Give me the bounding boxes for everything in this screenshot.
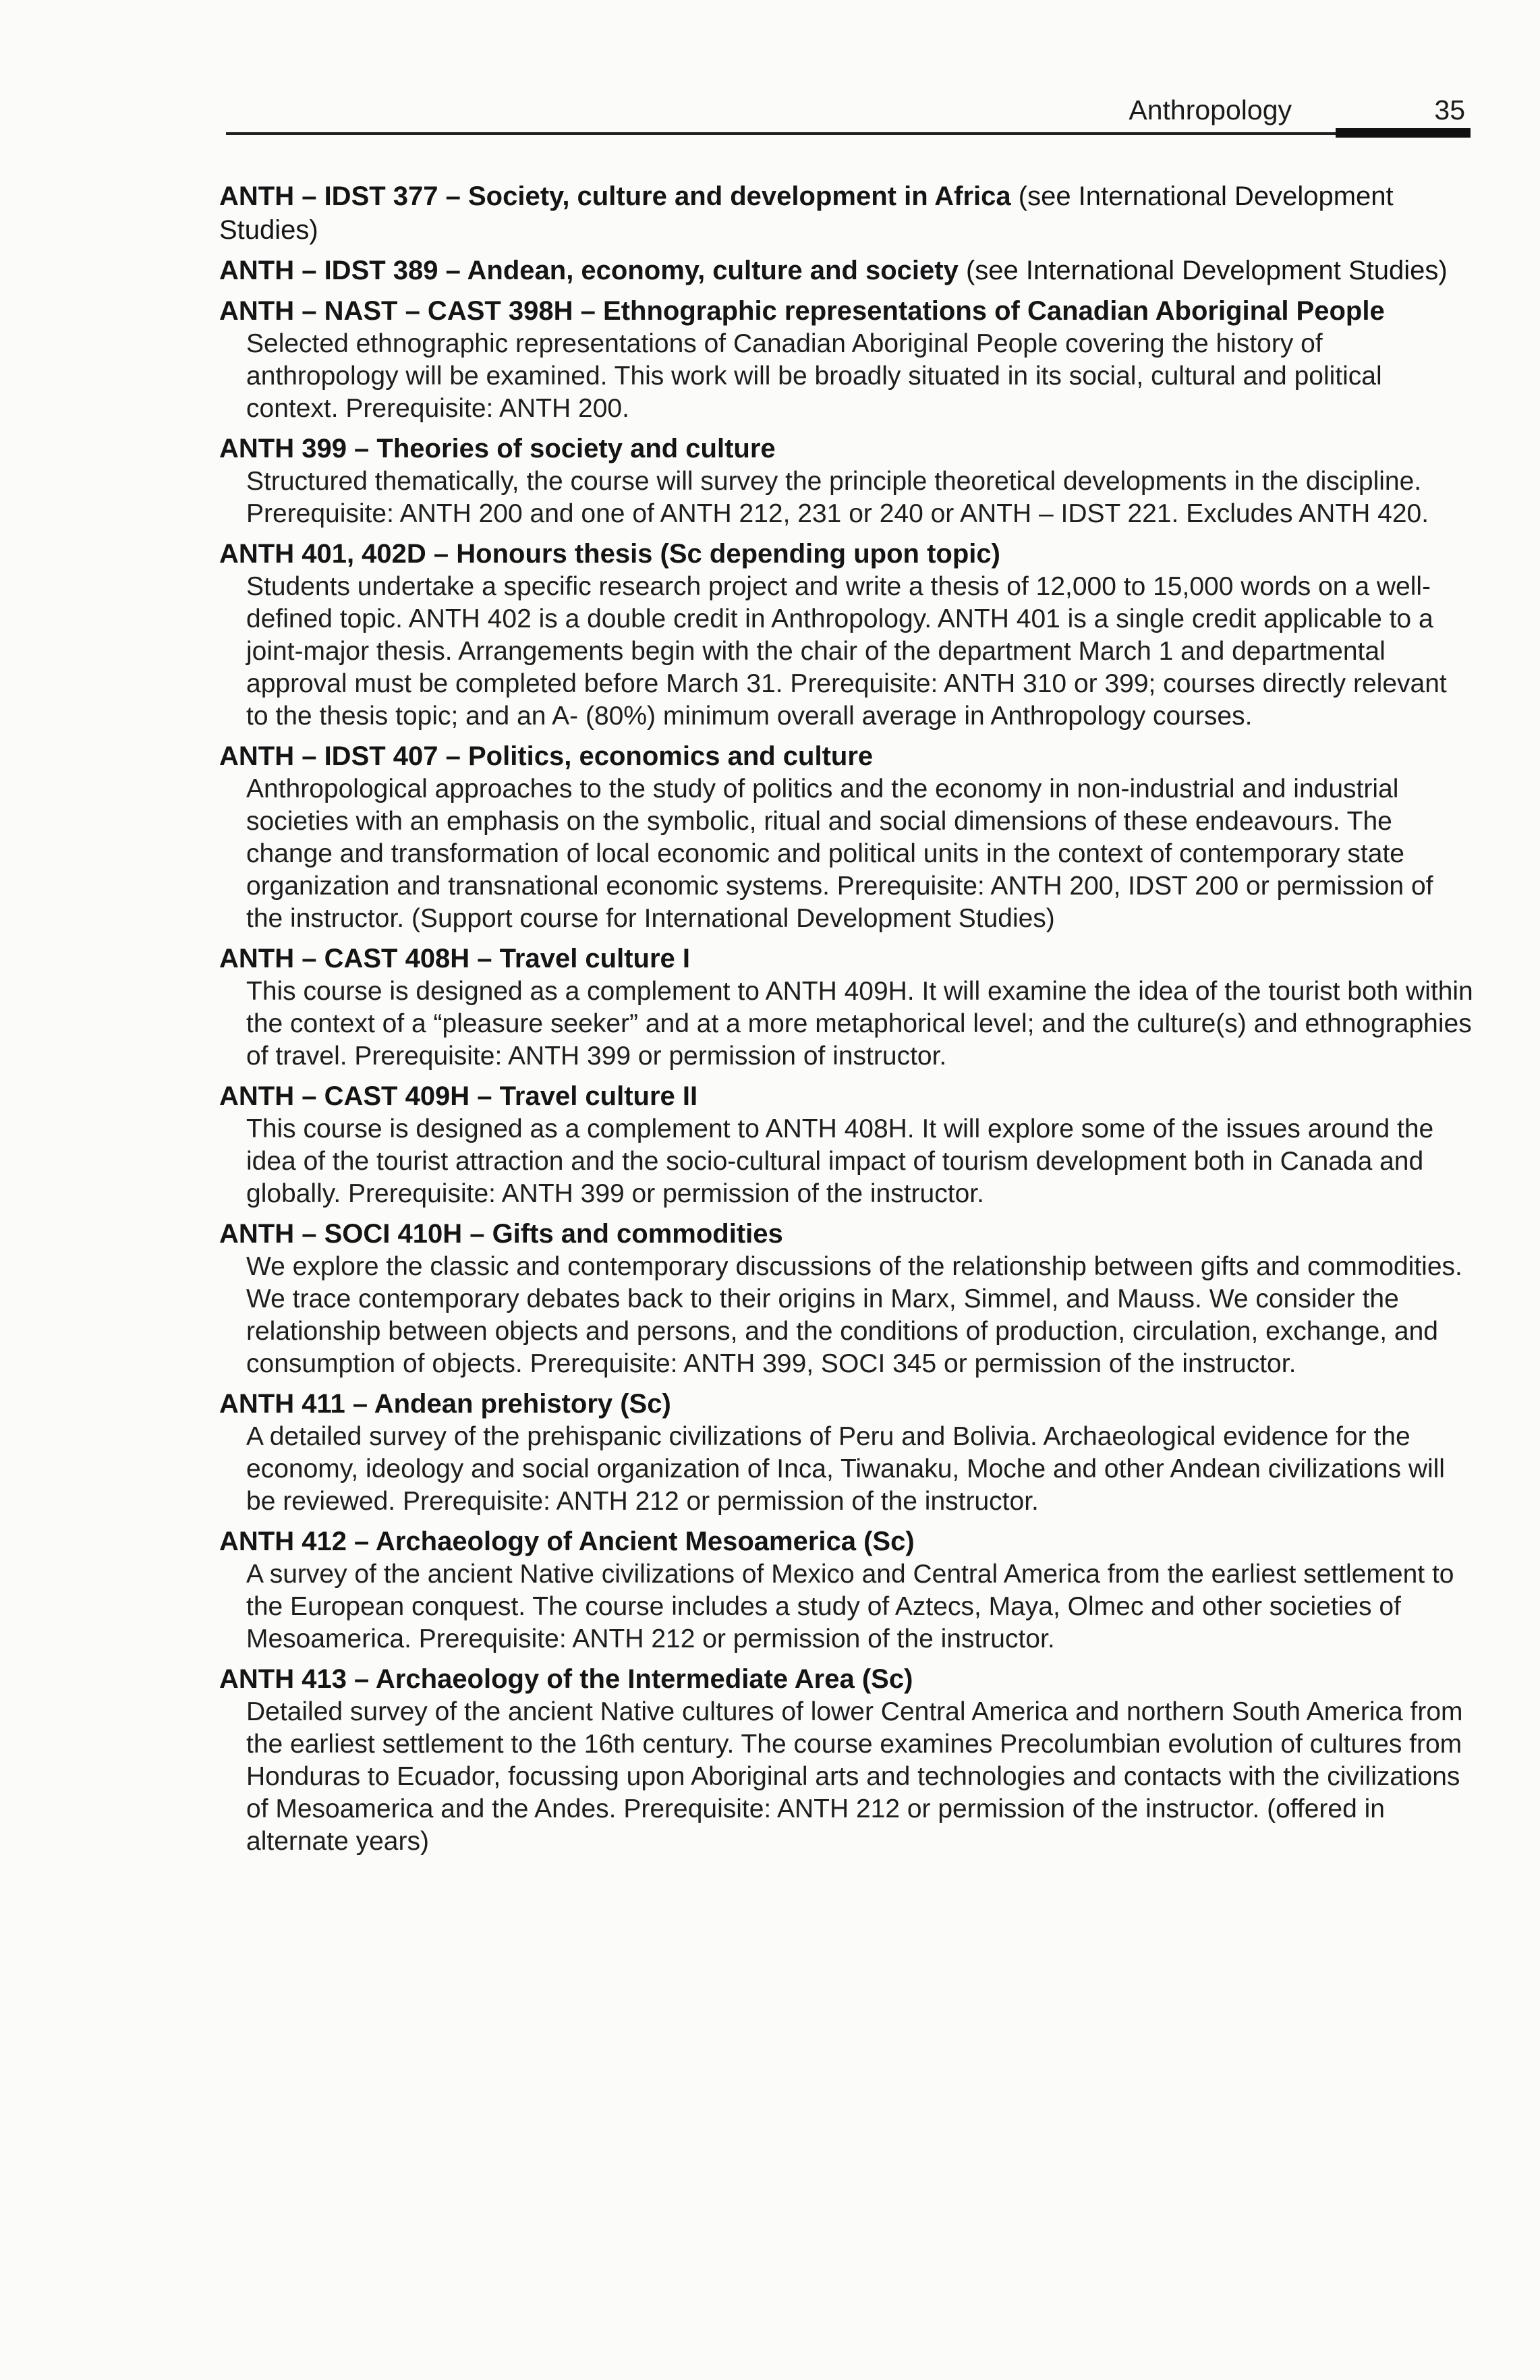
course-title [219, 179, 1474, 247]
course-code-name: ANTH 411 – Andean prehistory (Sc) [219, 1389, 671, 1419]
course-title [219, 432, 1474, 465]
course-code-name: ANTH 401, 402D – Honours thesis (Sc depending upon topic) [219, 539, 1000, 569]
course-entry [219, 432, 1474, 530]
course-description: Detailed survey of the ancient Native cultures of lower Central America and northern South America from the earliest settlement to the 16th century. The course examines Precolumbian evolution of cultures from Honduras to Ecuador, focussing upon Aboriginal arts and technologies and contacts with the civilizations of Mesoamerica and the Andes. Prerequisite: ANTH 212 or permission of the instructor. (offered in alternate years) [246, 1697, 1463, 1856]
course-entry [219, 1079, 1474, 1210]
page-number: 35 [1434, 94, 1465, 125]
header-rule [226, 132, 1467, 135]
course-description: Selected ethnographic representations of Canadian Aboriginal People covering the history of anthropology will be examined. This work will be broadly situated in its social, cultural and political context. Prerequisite: ANTH 200. [246, 329, 1382, 423]
course-entry [219, 1387, 1474, 1518]
course-entry [219, 1217, 1474, 1380]
course-title [219, 537, 1474, 571]
course-title [219, 942, 1474, 975]
course-code-name: ANTH – CAST 408H – Travel culture I [219, 944, 691, 973]
course-code-name: ANTH – NAST – CAST 398H – Ethnographic representations of Canadian Aboriginal People [219, 296, 1385, 326]
course-title [219, 294, 1474, 328]
header-tab-bar [1336, 128, 1471, 138]
course-title [219, 1079, 1474, 1113]
course-code-name: ANTH – IDST 407 – Politics, economics and culture [219, 741, 874, 771]
course-description: Anthropological approaches to the study of politics and the economy in non-industrial and industrial societies with an emphasis on the symbolic, ritual and social dimensions of these endeavours. The change and transformation of local economic and political units in the context of contemporary state organization and transnational economic systems. Prerequisite: ANTH 200, IDST 200 or permission of the instructor. (Support course for International Development Studies) [246, 774, 1433, 933]
course-title [219, 1387, 1474, 1421]
course-code-name: ANTH 412 – Archaeology of Ancient Mesoamerica (Sc) [219, 1527, 915, 1556]
course-note: (see International Development Studies) [958, 256, 1448, 285]
course-list [219, 179, 1474, 1865]
course-description: This course is designed as a complement to ANTH 408H. It will explore some of the issues around the idea of the tourist attraction and the socio-cultural impact of tourism development both in Canada and globally. Prerequisite: ANTH 399 or permission of the instructor. [246, 1114, 1434, 1208]
course-code-name: ANTH – SOCI 410H – Gifts and commodities [219, 1219, 783, 1249]
course-description: A detailed survey of the prehispanic civilizations of Peru and Bolivia. Archaeological evidence for the economy, ideology and social organization of Inca, Tiwanaku, Moche and other Andean civilizations will be reviewed. Prerequisite: ANTH 212 or permission of the instructor. [246, 1422, 1445, 1516]
course-code-name: ANTH – IDST 389 – Andean, economy, culture and society [219, 256, 959, 285]
course-entry [219, 294, 1474, 425]
course-note: (see International Development Studies) [219, 181, 1394, 245]
course-code-name: ANTH – IDST 377 – Society, culture and development in Africa [219, 181, 1011, 211]
course-entry [219, 1662, 1474, 1858]
course-entry [219, 254, 1474, 287]
course-description: Structured thematically, the course will survey the principle theoretical developments in the discipline. Prerequisite: ANTH 200 and one of ANTH 212, 231 or 240 or ANTH – IDST 221. Excludes ANTH 420. [246, 467, 1429, 528]
course-description: This course is designed as a complement to ANTH 409H. It will examine the idea of the tourist both within the context of a “pleasure seeker” and at a more metaphorical level; and the culture(s) and ethnographies of travel. Prerequisite: ANTH 399 or permission of instructor. [246, 977, 1473, 1071]
course-entry [219, 942, 1474, 1073]
course-description: Students undertake a specific research project and write a thesis of 12,000 to 15,000 words on a well-defined topic. ANTH 402 is a double credit in Anthropology. ANTH 401 is a single credit applicable to a joint-major thesis. Arrangements begin with the chair of the department March 1 and departmental approval must be completed before March 31. Prerequisite: ANTH 310 or 399; courses directly relevant to the thesis topic; and an A- (80%) minimum overall average in Anthropology courses. [246, 572, 1447, 731]
course-title [219, 254, 1474, 287]
course-title [219, 1525, 1474, 1558]
course-description: A survey of the ancient Native civilizations of Mexico and Central America from the earliest settlement to the European conquest. The course includes a study of Aztecs, Maya, Olmec and other societies of Mesoamerica. Prerequisite: ANTH 212 or permission of the instructor. [246, 1560, 1454, 1653]
course-entry [219, 537, 1474, 733]
course-entry [219, 1525, 1474, 1655]
course-entry [219, 739, 1474, 935]
course-title [219, 1217, 1474, 1251]
course-code-name: ANTH 399 – Theories of society and culture [219, 434, 776, 463]
section-title: Anthropology [1129, 94, 1292, 125]
course-description: We explore the classic and contemporary discussions of the relationship between gifts and commodities. We trace contemporary debates back to their origins in Marx, Simmel, and Mauss. We consider the relationship between objects and persons, and the conditions of production, circulation, exchange, and consumption of objects. Prerequisite: ANTH 399, SOCI 345 or permission of the instructor. [246, 1252, 1462, 1378]
course-code-name: ANTH 413 – Archaeology of the Intermediate Area (Sc) [219, 1664, 913, 1694]
course-entry [219, 179, 1474, 247]
course-title [219, 1662, 1474, 1696]
course-code-name: ANTH – CAST 409H – Travel culture II [219, 1081, 698, 1111]
page-header [226, 86, 1471, 140]
course-title [219, 739, 1474, 773]
